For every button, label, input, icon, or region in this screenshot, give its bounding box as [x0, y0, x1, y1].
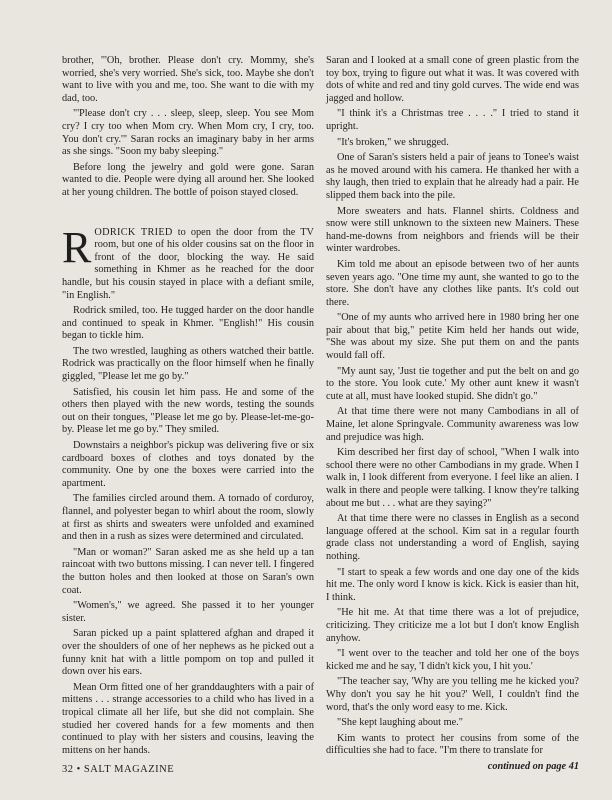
paragraph: More sweaters and hats. Flannel shirts. Coldness and snow were still unknown to the sixteen new Mainers. These hand-me-downs from neighbors and friends will be their winter wardrobes. — [326, 205, 579, 255]
paragraph: "I start to speak a few words and one day one of the kids hit me. The only word I know is kick. Kick is easier than hit, I think. — [326, 566, 579, 603]
paragraph: Kim wants to protect her cousins from some of the difficulties she had to face. "I'm there to translate for — [326, 732, 579, 757]
paragraph: One of Saran's sisters held a pair of jeans to Tonee's waist as he moved around with his camera. He thanked her with a shy laugh, then tried to explain that he already had a pair. He slipped them back into the pile. — [326, 152, 579, 201]
section-break — [62, 203, 314, 227]
paragraph: Saran and I looked at a small cone of green plastic from the toy box, trying to figure out what it was. It was covered with dots of white and red and tiny gold curves. The wide end was jagged and hollow. — [326, 55, 579, 104]
paragraph: Kim described her first day of school, "When I walk into school there were no other Cambodians in my grade. When I walk in, I look different from everyone. I feel like an alien. I walk in there and people were talking. I know they're talking about me but . . . what are they saying?" — [326, 447, 579, 509]
paragraph: Satisfied, his cousin let him pass. He and some of the others then played with the new words, testing the sounds out on their tongues, "Please let me go by. Please-let-me-go-by. Please let me go by." They smiled. — [62, 386, 314, 436]
paragraph: "The teacher say, 'Why are you telling me he kicked you? Why don't you say he hit you?' Well, I couldn't find the word, that's the only word easy to me. Kick. — [326, 676, 579, 713]
lead-in-caps: ODRICK TRIED — [94, 226, 173, 238]
left-column — [62, 55, 314, 760]
paragraph: "I went over to the teacher and told her one of the boys kicked me and he say, 'I didn't kick you, I hit you.' — [326, 648, 579, 672]
paragraph: "My aunt say, 'Just tie together and put the belt on and go to the store. You look cute.' My other aunt knew it wasn't cute at all, must have looked stupid. She didn't go." — [326, 365, 579, 402]
paragraph: Before long the jewelry and gold were gone. Saran wanted to die. People were dying all around her. She looked at her young children. The bottle of poison stayed closed. — [62, 161, 314, 198]
paragraph: "One of my aunts who arrived here in 1980 bring her one pair about that big," petite Kim held her hands out wide, "She was about my size. She put them on and the pants would fall off. — [326, 312, 579, 362]
paragraph: brother, "'Oh, brother. Please don't cry. Mommy, she's worried, she's very worried. She's sick, too. Maybe she don't want to live with you and me, too. She want to die with my dad, too. — [62, 55, 314, 104]
paragraph: Kim told me about an episode between two of her aunts seven years ago. "One time my aunt, she wanted to go to the store. She don't have any clothes like pants. It's cold out there. — [326, 258, 579, 308]
page-footer: 32 • SALT MAGAZINE — [62, 764, 175, 775]
continued-note: continued on page 41 — [487, 760, 579, 772]
paragraph: Rodrick smiled, too. He tugged harder on the door handle and continued to speak in Khmer. "English!" His cousin began to tickle him. — [62, 305, 314, 342]
paragraph: "She kept laughing about me." — [337, 717, 463, 729]
paragraph: "It's broken," we shrugged. — [337, 136, 449, 148]
dropcap-paragraph — [62, 222, 314, 303]
right-column-body — [326, 55, 579, 758]
paragraph: "Man or woman?" Saran asked me as she held up a tan raincoat with two buttons missing. I can never tell. I fingered the button holes and then looked at those on Saran's own coat. — [62, 546, 314, 596]
paragraph: At that time there were no classes in English as a second language offered at the school. Kim sat in a regular fourth grade class not understanding a word of English, saying nothing. — [326, 513, 579, 562]
paragraph: The two wrestled, laughing as others watched their battle. Rodrick was practically on the floor himself when he finally giggled, "Please let me go by." — [62, 345, 314, 383]
paragraph: "He hit me. At that time there was a lot of prejudice, criticizing. They criticize me a lot but I don't know English anyhow. — [326, 607, 579, 644]
paragraph: "'Please don't cry . . . sleep, sleep, sleep. You see Mom cry? I cry too when Mom cry. When Mom cry, I cry, too. You don't cry.'" Saran rocks an imaginary baby in her arms as she sings. "Soon my baby sleeping." — [62, 108, 314, 158]
paragraph: Downstairs a neighbor's pickup was delivering five or six cardboard boxes of clothes and toys donated by the community. One by one the boxes were carried into the apartment. — [62, 440, 314, 489]
left-column-body — [62, 305, 314, 757]
paragraph: Saran picked up a paint splattered afghan and draped it over the shoulders of one of her nephews as he picked out a funny knit hat with a little pompom on top and pulled it down over his ears. — [62, 628, 314, 678]
paragraph: "Women's," we agreed. She passed it to her younger sister. — [62, 600, 314, 624]
paragraph: Mean Orm fitted one of her granddaughters with a pair of mittens . . . strange accessories to a child who has lived in a tropical climate all her life, but she did not complain. She studied her covered hands for a few moments and then continued to play with her sisters and cousins, leaving the mittens on her hands. — [62, 681, 314, 756]
paragraph: The families circled around them. A tornado of corduroy, flannel, and polyester began to whirl about the room, slowly at first as shirts and sweaters were unfolded and examined and then in a rush as sizes were determined and circulated. — [62, 493, 314, 543]
right-column — [326, 55, 579, 776]
paragraph: "I think it's a Christmas tree . . . ." I tried to stand it upright. — [326, 108, 579, 132]
paragraph: At that time there were not many Cambodians in all of Maine, let alone Springvale. Community awareness was low and prejudice was high. — [326, 406, 579, 443]
left-column-intro — [62, 55, 314, 200]
dropcap-paragraph-text: to open the door from the TV room, but one of his older cousins sat on the floor in front of the door, blocking the way. He said something in Khmer as he reached for the door handle, but his cousin stayed in place with a defiant smile, "in English." — [62, 226, 314, 301]
drop-cap: R — [62, 222, 92, 272]
